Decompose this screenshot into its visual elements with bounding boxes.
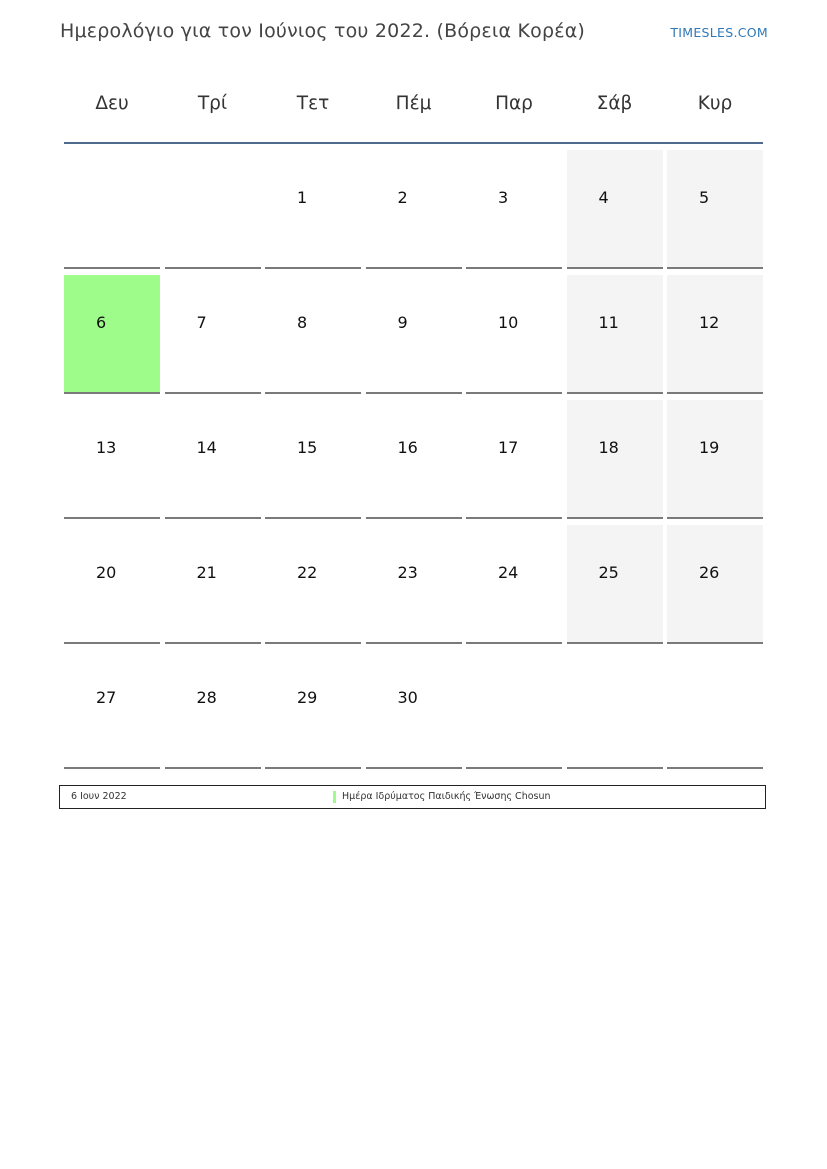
brand-link[interactable]: TIMESLES.COM: [670, 25, 768, 40]
day-number: 1: [297, 188, 308, 207]
day-number: 29: [297, 688, 318, 707]
day-number: 20: [96, 563, 117, 582]
empty-day-cell: [466, 650, 562, 769]
day-cell-3[interactable]: [466, 150, 562, 269]
day-cell-15[interactable]: [265, 400, 361, 519]
day-number: 27: [96, 688, 117, 707]
day-cell-10[interactable]: [466, 275, 562, 394]
day-number: 19: [699, 438, 720, 457]
day-number: 9: [397, 313, 408, 332]
day-cell-29[interactable]: [265, 650, 361, 769]
day-cell-23[interactable]: [366, 525, 462, 644]
day-number: 24: [498, 563, 519, 582]
weekday-mon: Δευ: [95, 93, 129, 114]
day-number: 30: [397, 688, 418, 707]
day-cell-9[interactable]: [366, 275, 462, 394]
weekday-wed: Τετ: [296, 93, 330, 114]
page-title: Ημερολόγιο για τον Ιούνιος του 2022. (Βόρεια Κορέα): [60, 20, 586, 42]
day-cell-18[interactable]: [567, 400, 663, 519]
empty-day-cell: [667, 650, 763, 769]
day-cell-28[interactable]: [165, 650, 261, 769]
day-cell-17[interactable]: [466, 400, 562, 519]
day-number: 15: [297, 438, 318, 457]
day-cell-4[interactable]: [567, 150, 663, 269]
day-number: 16: [397, 438, 418, 457]
day-cell-19[interactable]: [667, 400, 763, 519]
day-number: 22: [297, 563, 318, 582]
day-cell-21[interactable]: [165, 525, 261, 644]
empty-day-cell: [567, 650, 663, 769]
day-cell-24[interactable]: [466, 525, 562, 644]
legend-holiday-name: Ημέρα Ιδρύματος Παιδικής Ένωσης Chosun: [342, 791, 551, 802]
day-number: 8: [297, 313, 308, 332]
weekday-fri: Παρ: [495, 93, 533, 114]
day-cell-16[interactable]: [366, 400, 462, 519]
day-number: 5: [699, 188, 710, 207]
day-cell-5[interactable]: [667, 150, 763, 269]
day-number: 21: [196, 563, 217, 582]
day-number: 14: [196, 438, 217, 457]
legend-color-swatch: [333, 791, 336, 803]
empty-day-cell: [165, 150, 261, 269]
day-cell-6[interactable]: [64, 275, 160, 394]
day-number: 11: [598, 313, 619, 332]
calendar-header: [60, 18, 768, 48]
day-number: 28: [196, 688, 217, 707]
day-cell-12[interactable]: [667, 275, 763, 394]
day-cell-22[interactable]: [265, 525, 361, 644]
holiday-legend: [59, 785, 766, 809]
day-number: 17: [498, 438, 519, 457]
calendar-grid: [64, 144, 763, 771]
weekday-sat: Σάβ: [596, 93, 633, 114]
day-number: 4: [598, 188, 609, 207]
day-cell-7[interactable]: [165, 275, 261, 394]
day-number: 12: [699, 313, 720, 332]
day-cell-1[interactable]: [265, 150, 361, 269]
legend-date: 6 Ιουν 2022: [71, 791, 127, 802]
day-number: 6: [96, 313, 107, 332]
day-cell-30[interactable]: [366, 650, 462, 769]
day-cell-8[interactable]: [265, 275, 361, 394]
day-cell-27[interactable]: [64, 650, 160, 769]
day-number: 26: [699, 563, 720, 582]
weekday-thu: Πέμ: [395, 93, 432, 114]
day-number: 2: [397, 188, 408, 207]
day-cell-2[interactable]: [366, 150, 462, 269]
day-cell-13[interactable]: [64, 400, 160, 519]
weekday-header-row: [64, 70, 763, 142]
day-number: 7: [196, 313, 207, 332]
weekday-tue: Τρί: [197, 93, 228, 114]
day-number: 18: [598, 438, 619, 457]
day-number: 13: [96, 438, 117, 457]
day-cell-26[interactable]: [667, 525, 763, 644]
day-cell-25[interactable]: [567, 525, 663, 644]
empty-day-cell: [64, 150, 160, 269]
weekday-sun: Κυρ: [697, 93, 733, 114]
day-cell-11[interactable]: [567, 275, 663, 394]
day-number: 23: [397, 563, 418, 582]
day-number: 3: [498, 188, 509, 207]
day-cell-20[interactable]: [64, 525, 160, 644]
day-number: 25: [598, 563, 619, 582]
day-cell-14[interactable]: [165, 400, 261, 519]
day-number: 10: [498, 313, 519, 332]
